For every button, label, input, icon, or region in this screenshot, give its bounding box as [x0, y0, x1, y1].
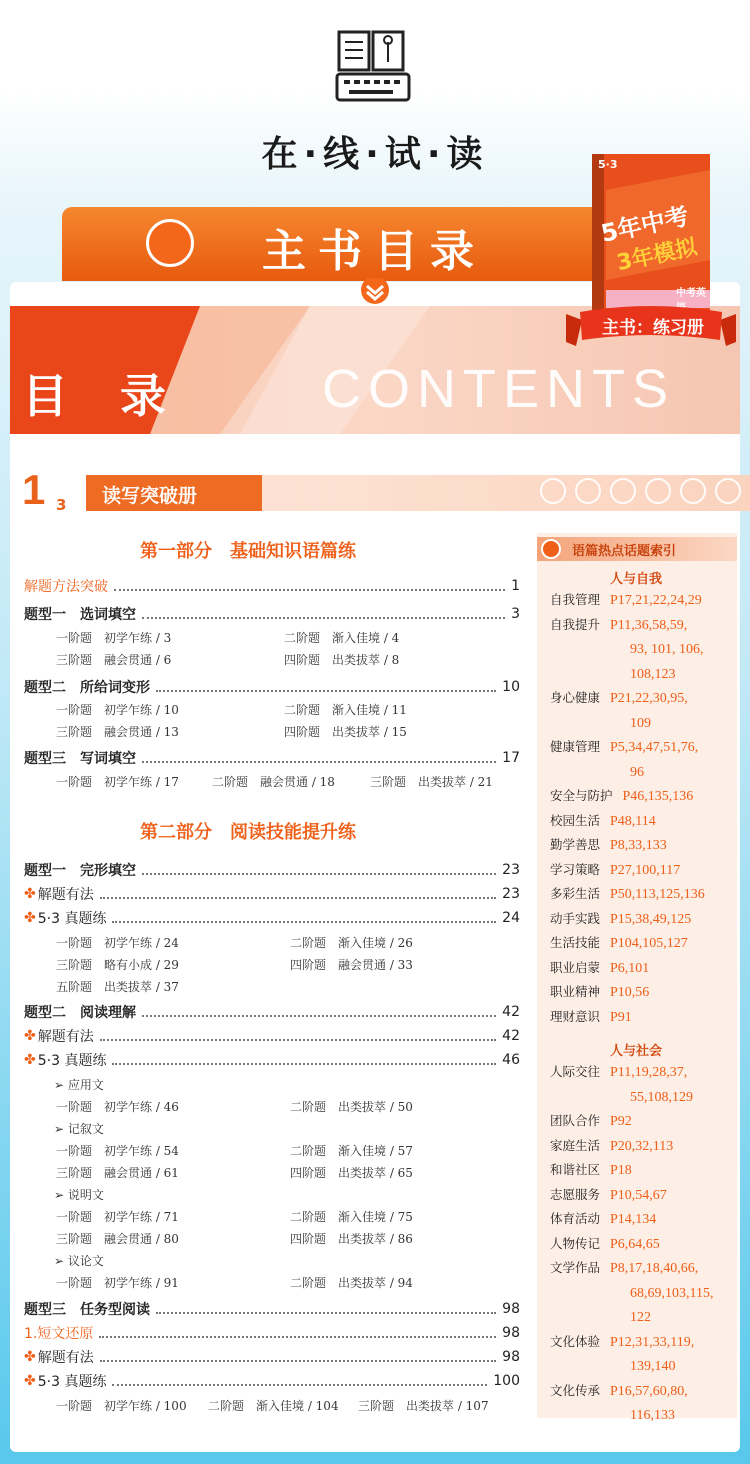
- sidebar-entry-name: 自我管理: [550, 592, 601, 607]
- toc-sub: 二阶题 渐入佳境 / 4: [284, 631, 400, 645]
- sidebar-entry-name: 职业精神: [550, 984, 601, 999]
- sidebar-entry-name: 学习策略: [550, 861, 601, 877]
- toc-page: 42: [502, 1028, 520, 1044]
- toc-subhead-label: 应用文: [67, 1078, 104, 1092]
- toc-page: 98: [502, 1301, 520, 1317]
- toc-sub: 一阶题 初学乍练 / 24: [56, 936, 179, 950]
- leader-dots: [156, 1304, 496, 1314]
- sidebar-entry-name: 安全与防护: [550, 788, 613, 803]
- toc-page: 23: [502, 886, 520, 902]
- sidebar-entry-pages: P11,36,58,59,: [610, 617, 688, 633]
- toc-sub: 三阶题 融会贯通 / 80: [56, 1232, 179, 1246]
- sidebar-entry[interactable]: [550, 613, 745, 638]
- toc-sub: 四阶题 出类拔萃 / 8: [284, 653, 400, 667]
- book-cover-title-2: 3年模拟: [614, 234, 700, 277]
- sidebar-entry[interactable]: [550, 1183, 745, 1208]
- sidebar-entry[interactable]: [550, 588, 745, 613]
- toc-sub: 一阶题 初学乍练 / 46: [56, 1100, 179, 1114]
- toc-sub: 二阶题 渐入佳境 / 57: [290, 1144, 413, 1158]
- sidebar-entry[interactable]: [550, 809, 745, 834]
- sidebar-entry[interactable]: [550, 1134, 745, 1159]
- toc-row[interactable]: [24, 1322, 520, 1344]
- diamond-icon: ✤: [24, 1052, 36, 1068]
- toc-row[interactable]: [24, 747, 520, 769]
- sidebar-entry[interactable]: [550, 1109, 745, 1134]
- leader-dots: [114, 581, 505, 591]
- sidebar-entry-pages: P10,54,67: [610, 1187, 667, 1203]
- toc-page: 100: [493, 1373, 520, 1389]
- toc-row[interactable]: [24, 907, 520, 929]
- sidebar-entry-pages: 108,123: [630, 666, 676, 682]
- book-cover-title-1: 5年中考: [598, 202, 692, 248]
- chevron-down-icon: [355, 278, 395, 306]
- sidebar-entry-name: 志愿服务: [550, 1186, 601, 1202]
- circle-icon: [575, 478, 601, 504]
- sidebar-entry[interactable]: [550, 1354, 745, 1379]
- sidebar-entry[interactable]: [550, 931, 745, 956]
- sidebar-entry[interactable]: [550, 956, 745, 981]
- circle-icon: [680, 478, 706, 504]
- sidebar-entry[interactable]: [550, 1207, 745, 1232]
- sidebar-list-society: [550, 1060, 745, 1428]
- toc-sub: 一阶题 初学乍练 / 17: [56, 775, 179, 789]
- strip-decor-icons: [540, 478, 750, 508]
- contents-cn: 目 录: [22, 369, 185, 423]
- toc-row[interactable]: [24, 603, 520, 625]
- sidebar-entry-name: 校园生活: [550, 812, 601, 828]
- sidebar-entry-pages: P5,34,47,51,76,: [610, 740, 699, 755]
- toc-sub: 一阶题 初学乍练 / 54: [56, 1144, 179, 1158]
- sidebar-entry-pages: 68,69,103,115,: [630, 1285, 714, 1301]
- sidebar-entry[interactable]: [550, 1305, 745, 1330]
- search-icon: [541, 539, 561, 559]
- toc-row-label: 题型一 选词填空: [24, 607, 136, 623]
- diamond-icon: ✤: [24, 886, 36, 902]
- toc-subhead-label: 说明文: [67, 1188, 104, 1202]
- toc-row[interactable]: [24, 883, 520, 905]
- sidebar-entry[interactable]: [550, 760, 745, 785]
- leader-dots: [112, 913, 496, 923]
- leader-dots: [156, 682, 496, 692]
- book-badge: 5·3: [598, 158, 618, 171]
- sidebar-entry-name: 文学作品: [550, 1260, 601, 1275]
- toc-row-label: 1.短文还原: [24, 1326, 94, 1342]
- sidebar-entry-pages: 109: [630, 715, 651, 731]
- leader-dots: [112, 1055, 496, 1065]
- sidebar-entry[interactable]: [550, 1232, 745, 1257]
- toc-page: 98: [502, 1325, 520, 1341]
- toc-row[interactable]: [24, 1298, 520, 1320]
- toc-page: 23: [502, 862, 520, 878]
- sidebar-entry[interactable]: [550, 858, 745, 883]
- toc-page: 3: [511, 606, 520, 622]
- sidebar-entry-pages: P16,57,60,80,: [610, 1383, 688, 1399]
- leader-dots: [142, 865, 496, 875]
- toc-row-label: 5·3 真题练: [37, 1053, 107, 1069]
- book-keyboard-icon: [335, 28, 415, 104]
- toc-sub: 四阶题 出类拔萃 / 86: [290, 1232, 413, 1246]
- toc-sub: 四阶题 融会贯通 / 33: [290, 958, 413, 972]
- toc-row[interactable]: [24, 676, 520, 698]
- sidebar-entry[interactable]: [550, 882, 745, 907]
- sidebar-entry[interactable]: [550, 1085, 745, 1110]
- toc-row[interactable]: [24, 1001, 520, 1023]
- sidebar-entry[interactable]: [550, 662, 745, 687]
- toc-page: 10: [502, 679, 520, 695]
- sidebar-entry-name: 理财意识: [550, 1008, 601, 1024]
- toc-row[interactable]: [24, 1025, 520, 1047]
- toc-sub: 一阶题 初学乍练 / 71: [56, 1210, 179, 1224]
- part2-title: 第二部分 阅读技能提升练: [140, 822, 356, 843]
- sidebar-entry-pages: P10,56: [610, 985, 650, 1000]
- diamond-icon: ✤: [24, 1349, 36, 1365]
- diamond-icon: ✤: [24, 910, 36, 926]
- sidebar-entry-pages: P27,100,117: [610, 862, 681, 878]
- sidebar-entry-name: 体育活动: [550, 1211, 601, 1226]
- sidebar-entry-pages: P46,135,136: [622, 789, 694, 804]
- fraction-numerator: 1: [22, 466, 46, 513]
- toc-page: 17: [502, 750, 520, 766]
- sidebar-entry-pages: P21,22,30,95,: [610, 691, 688, 706]
- sidebar-entry-name: 团队合作: [550, 1113, 601, 1128]
- toc-sub: 二阶题 渐入佳境 / 11: [284, 703, 407, 717]
- toc-row-label: 题型一 完形填空: [24, 863, 136, 879]
- sidebar-title: 语篇热点话题索引: [572, 544, 677, 559]
- diamond-icon: ✤: [24, 1373, 36, 1389]
- toc-page: 1: [511, 578, 520, 594]
- sidebar-category: 人与自我: [610, 572, 663, 587]
- part1-title: 第一部分 基础知识语篇练: [140, 541, 356, 562]
- online-preview-title: 在·线·试·读: [261, 134, 489, 175]
- toc-sub: 二阶题 渐入佳境 / 75: [290, 1210, 413, 1224]
- sidebar-entry[interactable]: [550, 1158, 745, 1183]
- toc-sub: 二阶题 出类拔萃 / 94: [290, 1276, 413, 1290]
- toc-sub: 三阶题 出类拔萃 / 107: [358, 1399, 489, 1413]
- toc-row-label: 解题有法: [37, 887, 94, 903]
- toc-row-label: 5·3 真题练: [37, 911, 107, 927]
- toc-subhead-label: 记叙文: [67, 1122, 104, 1136]
- sidebar-entry-pages: 55,108,129: [630, 1089, 693, 1105]
- sidebar-entry[interactable]: [550, 686, 745, 711]
- sidebar-entry-pages: P8,33,133: [610, 838, 667, 853]
- sidebar-entry-name: 身心健康: [550, 690, 601, 705]
- sidebar-entry-pages: P17,21,22,24,29: [610, 593, 702, 608]
- sidebar-entry-name: 自我提升: [550, 616, 601, 632]
- banner-title: 主书目录: [262, 226, 486, 277]
- toc-sub: 一阶题 初学乍练 / 91: [56, 1276, 179, 1290]
- sidebar-entry-pages: 122: [630, 1310, 651, 1325]
- question-icon: [540, 478, 566, 504]
- toc-sub: 三阶题 融会贯通 / 6: [56, 653, 172, 667]
- sidebar-entry[interactable]: [550, 637, 745, 662]
- toc-page: 46: [502, 1052, 520, 1068]
- leader-dots: [100, 1352, 496, 1362]
- toc-sub: 一阶题 初学乍练 / 3: [56, 631, 172, 645]
- toc-sub: 二阶题 融会贯通 / 18: [212, 775, 335, 789]
- sidebar-entry[interactable]: [550, 711, 745, 736]
- sidebar-entry[interactable]: [550, 833, 745, 858]
- sidebar-entry-name: 家庭生活: [550, 1137, 601, 1153]
- sidebar-entry[interactable]: [550, 784, 745, 809]
- sidebar-entry[interactable]: [550, 1005, 745, 1030]
- sidebar-entry-pages: P8,17,18,40,66,: [610, 1261, 699, 1276]
- section-label: 读写突破册: [102, 485, 198, 507]
- sidebar-entry-pages: P92: [610, 1114, 632, 1129]
- toc-row[interactable]: [24, 859, 520, 881]
- sidebar-entry[interactable]: [550, 1281, 745, 1306]
- sidebar-entry-name: 健康管理: [550, 739, 601, 754]
- sidebar-entry-name: 人物传记: [550, 1235, 601, 1251]
- toc-sub: 四阶题 出类拔萃 / 65: [290, 1166, 413, 1180]
- toc-row[interactable]: [24, 575, 520, 597]
- sidebar-entry-name: 文化传承: [550, 1382, 601, 1398]
- toc-sub: 三阶题 融会贯通 / 61: [56, 1166, 179, 1180]
- toc-subhead-label: 议论文: [67, 1254, 104, 1268]
- toc-row[interactable]: [24, 1049, 520, 1071]
- toc-row[interactable]: [24, 1346, 520, 1368]
- sidebar-entry-name: 动手实践: [550, 910, 601, 926]
- sidebar-entry-pages: P48,114: [610, 813, 656, 829]
- toc-subhead: ➢ 记叙文: [54, 1122, 104, 1136]
- fraction-denominator: 3: [56, 496, 67, 514]
- toc-subhead: ➢ 应用文: [54, 1078, 104, 1092]
- sidebar-entry-pages: P91: [610, 1009, 632, 1025]
- sidebar-entry[interactable]: [550, 1379, 745, 1404]
- toc-sub: 二阶题 出类拔萃 / 50: [290, 1100, 413, 1114]
- toc-sub: 二阶题 渐入佳境 / 26: [290, 936, 413, 950]
- toc-row-label: 解题有法: [37, 1029, 94, 1045]
- leader-dots: [100, 1031, 496, 1041]
- toc-row-label: 5·3 真题练: [37, 1374, 107, 1390]
- sidebar-entry-pages: 96: [630, 764, 644, 780]
- toc-sub: 一阶题 初学乍练 / 10: [56, 703, 179, 717]
- list-icon: [146, 219, 194, 267]
- sidebar-entry-name: 勤学善思: [550, 837, 601, 852]
- toc-row[interactable]: [24, 1370, 520, 1392]
- leader-dots: [142, 609, 505, 619]
- sidebar-entry-pages: P6,101: [610, 960, 650, 976]
- leader-dots: [100, 889, 496, 899]
- toc-sub: 一阶题 初学乍练 / 100: [56, 1399, 187, 1413]
- sidebar-entry-pages: P15,38,49,125: [610, 911, 692, 927]
- toc-page: 24: [502, 910, 520, 926]
- leader-dots: [142, 1007, 496, 1017]
- sidebar-entry-name: 和谐社区: [550, 1162, 601, 1177]
- toc-row-label: 解题有法: [37, 1350, 94, 1366]
- sidebar-list-self: [550, 588, 745, 1029]
- toc-sub: 三阶题 出类拔萃 / 21: [370, 775, 493, 789]
- sidebar-entry-name: 人际交往: [550, 1064, 601, 1079]
- toc-sub: 四阶题 出类拔萃 / 15: [284, 725, 407, 739]
- sidebar-entry-pages: P14,134: [610, 1212, 657, 1227]
- sidebar-entry-name: 职业启蒙: [550, 959, 601, 975]
- toc-page: 42: [502, 1004, 520, 1020]
- sidebar-entry[interactable]: [550, 1256, 745, 1281]
- sidebar-entry-pages: P104,105,127: [610, 936, 688, 951]
- sidebar-entry-pages: P20,32,113: [610, 1138, 674, 1154]
- contents-en: CONTENTS: [322, 359, 675, 419]
- toc-row-label: 题型三 任务型阅读: [24, 1302, 150, 1318]
- toc-row-label: 题型三 写词填空: [24, 751, 136, 767]
- sidebar-entry-name: 文化体验: [550, 1333, 601, 1349]
- book-ribbon-label: 主书：练习册: [602, 318, 704, 338]
- question-icon: [645, 478, 671, 504]
- sidebar-entry[interactable]: [550, 1403, 745, 1428]
- sidebar-entry-pages: P18: [610, 1163, 632, 1178]
- sidebar-entry-name: 生活技能: [550, 935, 601, 950]
- sidebar-entry[interactable]: [550, 1330, 745, 1355]
- toc-row-label: 解题方法突破: [24, 579, 108, 595]
- sidebar-entry-pages: P6,64,65: [610, 1236, 660, 1252]
- leader-dots: [142, 753, 496, 763]
- toc-subhead: ➢ 说明文: [54, 1188, 104, 1202]
- sidebar-entry[interactable]: [550, 907, 745, 932]
- sidebar-entry-name: 多彩生活: [550, 886, 601, 901]
- toc-page: 98: [502, 1349, 520, 1365]
- sidebar-entry-pages: P11,19,28,37,: [610, 1065, 688, 1080]
- toc-sub: 五阶题 出类拔萃 / 37: [56, 980, 179, 994]
- circle-icon: [610, 478, 636, 504]
- sidebar-entry-pages: 116,133: [630, 1408, 675, 1423]
- diamond-icon: ✤: [24, 1028, 36, 1044]
- toc-row-label: 题型二 阅读理解: [24, 1005, 136, 1021]
- toc-subhead: ➢ 议论文: [54, 1254, 104, 1268]
- sidebar-entry-pages: 139,140: [630, 1359, 676, 1374]
- toc-sub: 三阶题 略有小成 / 29: [56, 958, 179, 972]
- leader-dots: [99, 1328, 496, 1338]
- toc-sub: 二阶题 渐入佳境 / 104: [208, 1399, 339, 1413]
- sidebar-entry[interactable]: [550, 980, 745, 1005]
- toc-sub: 三阶题 融会贯通 / 13: [56, 725, 179, 739]
- circle-icon: [715, 478, 741, 504]
- sidebar-entry-pages: P50,113,125,136: [610, 887, 705, 902]
- sidebar-entry[interactable]: [550, 1060, 745, 1085]
- toc-row-label: 题型二 所给词变形: [24, 680, 150, 696]
- book-subject: 中考英: [676, 288, 706, 299]
- main-book-banner: [62, 207, 620, 281]
- sidebar-entry-pages: P12,31,33,119,: [610, 1334, 695, 1350]
- sidebar-category: 人与社会: [610, 1044, 663, 1059]
- sidebar-entry-pages: 93, 101, 106,: [630, 642, 704, 657]
- sidebar-entry[interactable]: [550, 735, 745, 760]
- leader-dots: [112, 1376, 487, 1386]
